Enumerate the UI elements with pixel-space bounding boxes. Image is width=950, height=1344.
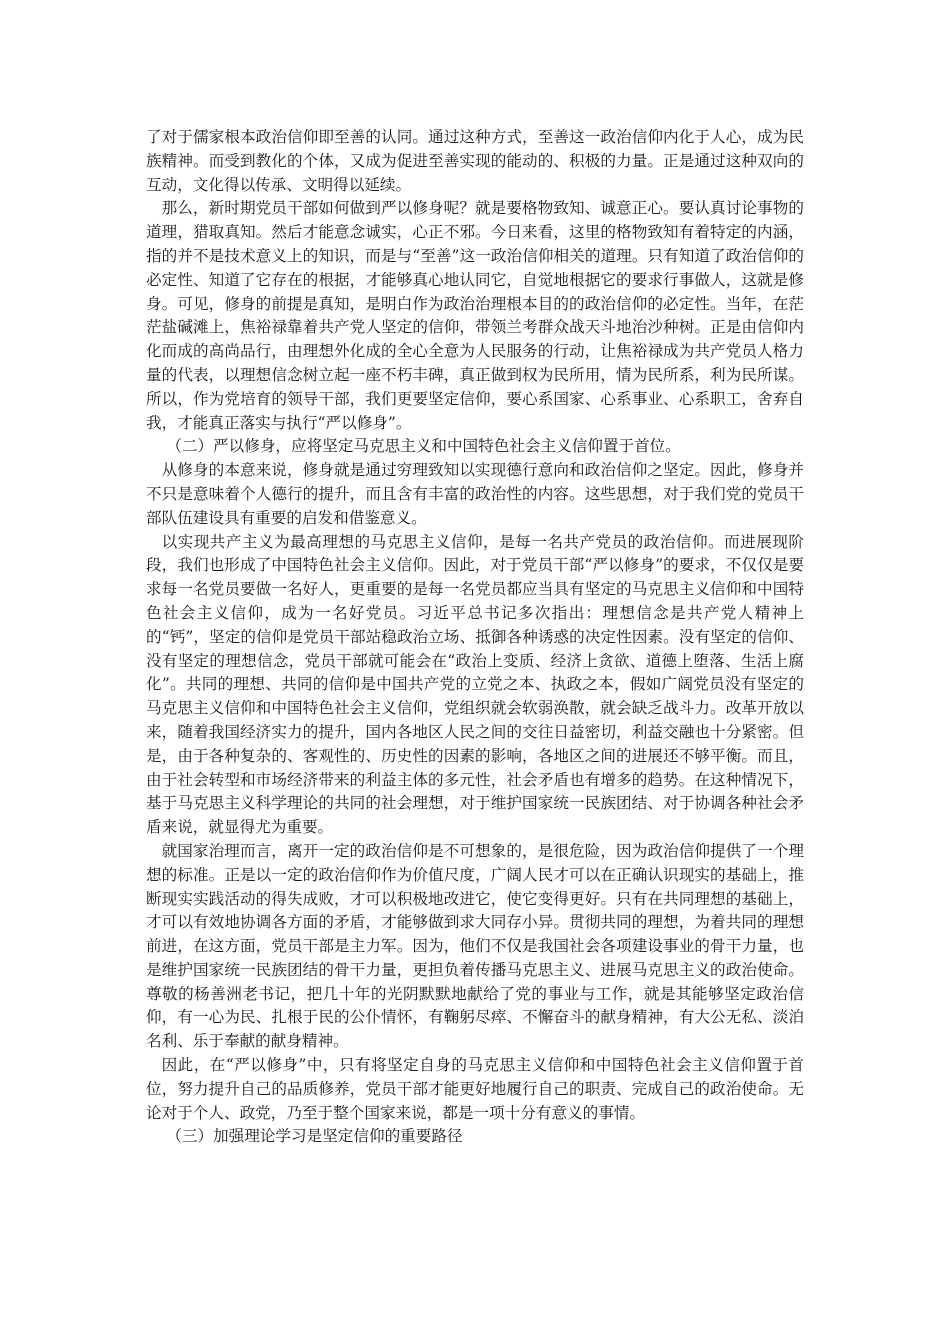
- paragraph: 因此，在“严以修身”中，只有将坚定自身的马克思主义信仰和中国特色社会主义信仰置于首位，努力提升自己的品质修养，党员干部才能更好地履行自己的职责、完成自己的政治使命。无论对于个人、政党，乃至于整个国家来说，都是一项十分有意义的事情。: [146, 1056, 804, 1122]
- paragraph: 以实现共产主义为最高理想的马克思主义信仰，是每一名共产党员的政治信仰。而进展现阶段，我们也形成了中国特色社会主义信仰。因此，对于党员干部“严以修身”的要求，不仅仅是要求每一名党员要做一名好人，更重要的是每一名党员都应当具有坚定的马克思主义信仰和中国特色社会主义信仰，成为一名好党员。习近平总书记多次指出：理想信念是共产党人精神上的“钙”，坚定的信仰是党员干部站稳政治立场、抵御各种诱惑的决定性因素。没有坚定的信仰、没有坚定的理想信念，党员干部就可能会在“政治上变质、经济上贪欲、道德上堕落、生活上腐化”。共同的理想、共同的信仰是中国共产党的立党之本、执政之本，假如广阔党员没有坚定的马克思主义信仰和中国特色社会主义信仰，党组织就会软弱涣散，就会缺乏战斗力。改革开放以来，随着我国经济实力的提升，国内各地区人民之间的交往日益密切，利益交融也十分紧密。但是，由于各种复杂的、客观性的、历史性的因素的影响，各地区之间的进展还不够平衡。而且，由于社会转型和市场经济带来的利益主体的多元性，社会矛盾也有增多的趋势。在这种情况下，基于马克思主义科学理论的共同的社会理想，对于维护国家统一民族团结、对于协调各种社会矛盾来说，就显得尤为重要。: [146, 532, 804, 837]
- paragraph: 就国家治理而言，离开一定的政治信仰是不可想象的，是很危险，因为政治信仰提供了一个理想的标准。正是以一定的政治信仰作为价值尺度，广阔人民才可以在正确认识现实的基础上，推断现实实践活动的得失成败，才可以积极地改进它，使它变得更好。只有在共同理想的基础上，才可以有效地协调各方面的矛盾，才能够做到求大同存小异。贯彻共同的理想，为着共同的理想前进，在这方面，党员干部是主力军。因为，他们不仅是我国社会各项建设事业的骨干力量，也是维护国家统一民族团结的骨干力量，更担负着传播马克思主义、进展马克思主义的政治使命。尊敬的杨善洲老书记，把几十年的光阴默默地献给了党的事业与工作，就是其能够坚定政治信仰，有一心为民、扎根于民的公仆情怀，有鞠躬尽瘁、不懈奋斗的献身精神，有大公无私、淡泊名利、乐于奉献的献身精神。: [146, 841, 804, 1051]
- section-heading: （三）加强理论学习是坚定信仰的重要路径: [166, 1127, 463, 1146]
- paragraph: 了对于儒家根本政治信仰即至善的认同。通过这种方式，至善这一政治信仰内化于人心，成为民族精神。而受到教化的个体，又成为促进至善实现的能动的、积极的力量。正是通过这种双向的互动，文化得以传承、文明得以延续。: [146, 128, 804, 194]
- paragraph: 那么，新时期党员干部如何做到严以修身呢？就是要格物致知、诚意正心。要认真讨论事物的道理，猎取真知。然后才能意念诚实，心正不邪。今日来看，这里的格物致知有着特定的内涵，指的并不是技术意义上的知识，而是与“至善”这一政治信仰相关的道理。只有知道了政治信仰的必定性、知道了它存在的根据，才能够真心地认同它，自觉地根据它的要求行事做人，这就是修身。可见，修身的前提是真知，是明白作为政治治理根本目的的政治信仰的必定性。当年，在茫茫盐碱滩上，焦裕禄靠着共产党人坚定的信仰，带领兰考群众战天斗地治沙种树。正是由信仰内化而成的高尚品行，由理想外化成的全心全意为人民服务的行动，让焦裕禄成为共产党员人格力量的代表，以理想信念树立起一座不朽丰碑，真正做到权为民所用，情为民所系，利为民所谋。所以，作为党培育的领导干部，我们更要坚定信仰，要心系国家、心系事业、心系职工，舍弃自我，才能真正落实与执行“严以修身”。: [146, 199, 804, 432]
- section-heading: （二）严以修身，应将坚定马克思主义和中国特色社会主义信仰置于首位。: [166, 437, 681, 456]
- document-body: [146, 126, 804, 1149]
- paragraph: 从修身的本意来说，修身就是通过穷理致知以实现德行意向和政治信仰之坚定。因此，修身并不只是意味着个人德行的提升，而且含有丰富的政治性的内容。这些思想，对于我们党的党员干部队伍建设具有重要的启发和借鉴意义。: [146, 461, 804, 527]
